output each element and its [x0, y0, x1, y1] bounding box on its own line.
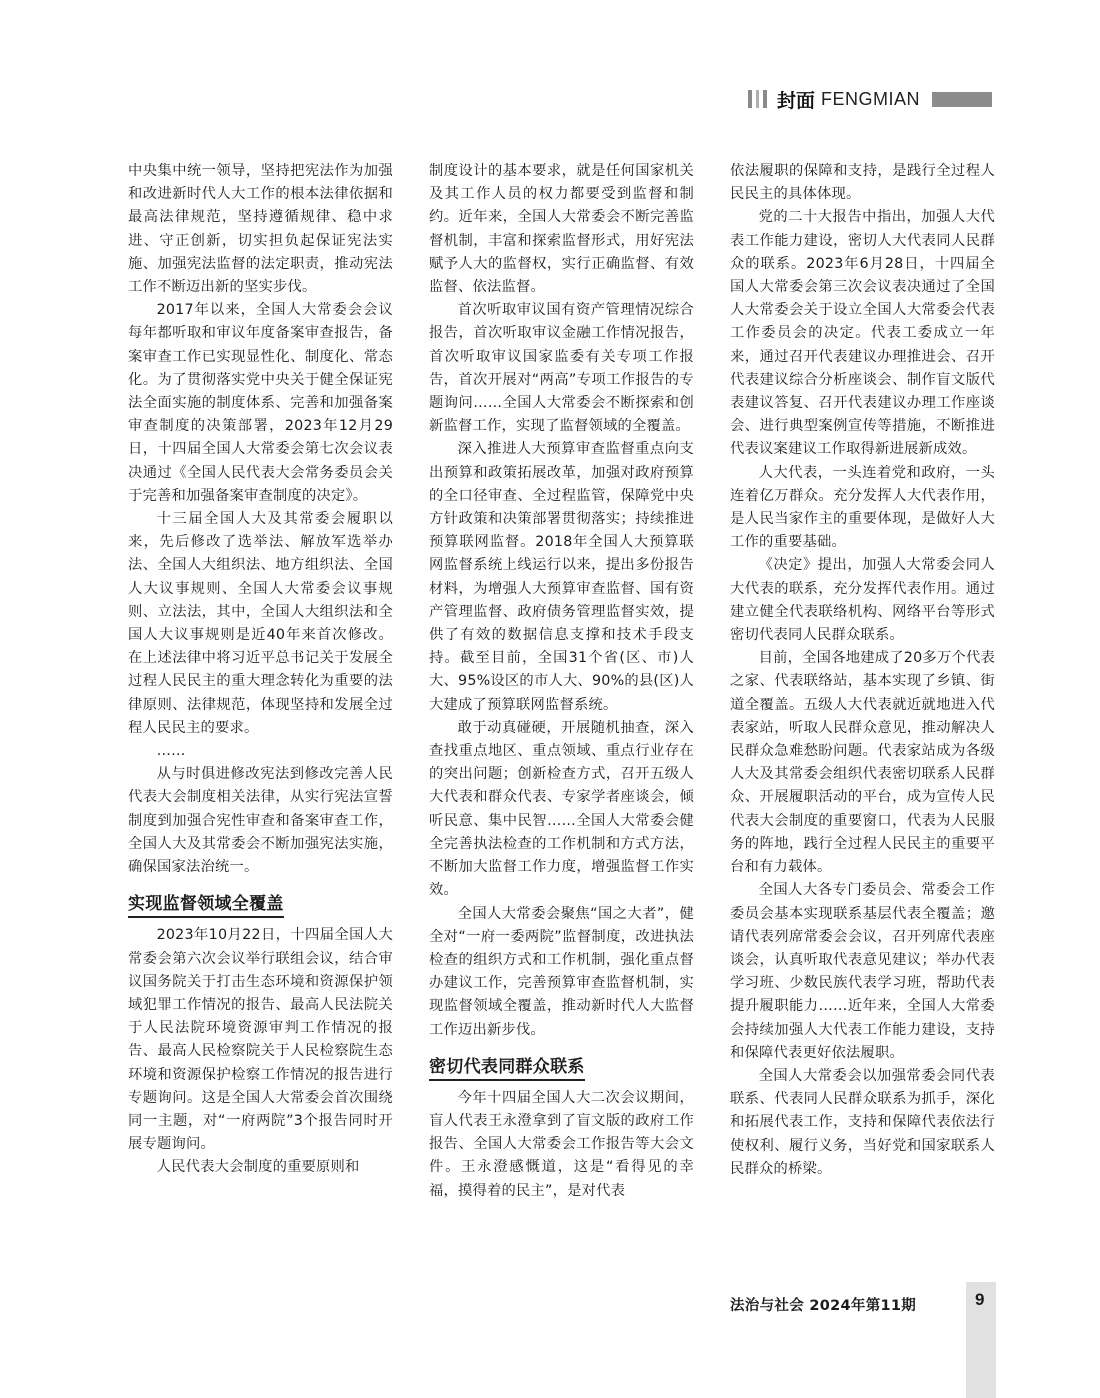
header-block-decoration — [932, 92, 992, 107]
paragraph: 全国人大常委会以加强常委会同代表联系、代表同人民群众联系为抓手，深化和拓展代表工作，支持和保障代表依法行使权利、履行义务，当好党和国家联系人民群众的桥梁。 — [730, 1067, 995, 1177]
paragraph: 敢于动真碰硬，开展随机抽查，深入查找重点地区、重点领域、重点行业存在的突出问题；创新检查方式，召开五级人大代表和群众代表、专家学者座谈会，倾听民意、集中民智……全国人大常委会健全完善执法检查的工作机制和方式方法，不断加大监督工作力度，增强监督工作实效。 — [429, 719, 694, 899]
paragraph: 党的二十大报告中指出，加强人大代表工作能力建设，密切人大代表同人民群众的联系。2023年6月28日，十四届全国人大常委会第三次会议表决通过了全国人大常委会关于设立全国人大常委会代表工作委员会的决定。代表工委成立一年来，通过召开代表建议办理推进会、召开代表建议综合分析座谈会、制作盲文版代表建议答复、召开代表建议办理工作座谈会、进行典型案例宣传等措施，不断推进代表议案建议工作取得新进展新成效。 — [730, 209, 995, 458]
paragraph: 今年十四届全国人大二次会议期间，盲人代表王永澄拿到了盲文版的政府工作报告、全国人大常委会工作报告等大会文件。王永澄感慨道，这是“看得见的幸福，摸得着的民主”，是对代表 — [429, 1089, 694, 1199]
paragraph: 深入推进人大预算审查监督重点向支出预算和政策拓展改革，加强对政府预算的全口径审查、全过程监管，保障党中央方针政策和决策部署贯彻落实；持续推进预算联网监督。2018年全国人大预算联网监督系统上线运行以来，提出多份报告材料，为增强人大预算审查监督、国有资产管理监督、政府债务管理监督实效，提供了有效的数据信息支撑和技术手段支持。截至目前，全国31个省(区、市)人大、95%设区的市人大、90%的县(区)人大建成了预算联网监督系统。 — [429, 441, 694, 713]
page-number: 9 — [975, 1290, 985, 1309]
column-2 — [429, 160, 694, 1203]
column-3 — [730, 160, 995, 1181]
paragraph: 2023年10月22日，十四届全国人大常委会第六次会议举行联组会议，结合审议国务院关于打击生态环境和资源保护领域犯罪工作情况的报告、最高人民法院关于人民法院环境资源审判工作情况的报告、最高人民检察院关于人民检察院生态环境和资源保护检察工作情况的报告进行专题询问。这是全国人大常委会首次围绕同一主题，对“一府两院”3个报告同时开展专题询问。 — [128, 927, 393, 1153]
section-heading: 实现监督领域全覆盖 — [128, 893, 284, 918]
section-header — [748, 86, 992, 112]
header-bar — [756, 90, 759, 108]
paragraph: 人大代表，一头连着党和政府，一头连着亿万群众。充分发挥人大代表作用，是人民当家作主的重要体现，是做好人大工作的重要基础。 — [730, 464, 995, 551]
section-title-cn: 封面 — [776, 89, 815, 112]
paragraph: 中央集中统一领导，坚持把宪法作为加强和改进新时代人大工作的根本法律依据和最高法律规范，坚持遵循规律、稳中求进、守正创新，切实担负起保证宪法实施、加强宪法监督的法定职责，推动宪法工作不断迈出新的坚实步伐。 — [128, 163, 393, 296]
paragraph: 从与时俱进修改宪法到修改完善人民代表大会制度相关法律，从实行宪法宣誓制度到加强合宪性审查和备案审查工作，全国人大及其常委会不断加强宪法实施，确保国家法治统一。 — [128, 766, 393, 876]
paragraph: 目前，全国各地建成了20多万个代表之家、代表联络站，基本实现了乡镇、街道全覆盖。五级人大代表就近就地进入代表家站，听取人民群众意见，推动解决人民群众急难愁盼问题。代表家站成为各级人大及其常委会组织代表密切联系人民群众、开展履职活动的平台，成为宣传人民代表大会制度的重要窗口，代表为人民服务的阵地，践行全过程人民民主的重要平台和有力载体。 — [730, 650, 995, 876]
paragraph: 全国人大各专门委员会、常委会工作委员会基本实现联系基层代表全覆盖；邀请代表列席常委会会议，召开列席代表座谈会，认真听取代表意见建议；举办代表学习班、少数民族代表学习班，帮助代表提升履职能力……近年来，全国人大常委会持续加强人大代表工作能力建设，支持和保障代表更好依法履职。 — [730, 882, 995, 1061]
paragraph: 《决定》提出，加强人大常委会同人大代表的联系，充分发挥代表作用。通过建立健全代表联络机构、网络平台等形式密切代表同人民群众联系。 — [730, 557, 995, 644]
header-bar — [763, 90, 767, 108]
header-bars-decoration — [748, 90, 767, 108]
column-1 — [128, 160, 393, 1180]
paragraph: 依法履职的保障和支持，是践行全过程人民民主的具体体现。 — [730, 163, 995, 203]
journal-footer: 法治与社会 2024年第11期 — [730, 1298, 917, 1314]
section-heading: 密切代表同群众联系 — [429, 1056, 585, 1081]
paragraph: 全国人大常委会聚焦“国之大者”，健全对“一府一委两院”监督制度，改进执法检查的组织方式和工作机制，强化重点督办建议工作，完善预算审查监督机制，实现监督领域全覆盖，推动新时代人大监督工作迈出新步伐。 — [429, 905, 694, 1038]
paragraph: 十三届全国人大及其常委会履职以来，先后修改了选举法、解放军选举办法、全国人大组织法、地方组织法、全国人大议事规则、全国人大常委会议事规则、立法法，其中，全国人大组织法和全国人大议事规则是近40年来首次修改。在上述法律中将习近平总书记关于发展全过程人民民主的重大理念转化为重要的法律原则、法律规范，体现坚持和发展全过程人民民主的要求。 — [128, 511, 393, 736]
paragraph: 制度设计的基本要求，就是任何国家机关及其工作人员的权力都要受到监督和制约。近年来，全国人大常委会不断完善监督机制，丰富和探索监督形式，用好宪法赋予人大的监督权，实行正确监督、有效监督、依法监督。 — [429, 163, 694, 296]
paragraph: 首次听取审议国有资产管理情况综合报告，首次听取审议金融工作情况报告，首次听取审议国家监委有关专项工作报告，首次开展对“两高”专项工作报告的专题询问……全国人大常委会不断探索和创新监督工作，实现了监督领域的全覆盖。 — [429, 302, 694, 435]
section-title-en: FENGMIAN — [820, 88, 920, 109]
paragraph: 2017年以来，全国人大常委会会议每年都听取和审议年度备案审查报告，备案审查工作已实现显性化、制度化、常态化。为了贯彻落实党中央关于健全保证宪法全面实施的制度体系、完善和加强备案审查制度的决策部署，2023年12月29日，十四届全国人大常委会第七次会议表决通过《全国人民代表大会常务委员会关于完善和加强备案审查制度的决定》。 — [128, 302, 393, 504]
ellipsis: …… — [156, 743, 186, 760]
paragraph: 人民代表大会制度的重要原则和 — [156, 1159, 360, 1176]
header-bar — [748, 90, 752, 108]
